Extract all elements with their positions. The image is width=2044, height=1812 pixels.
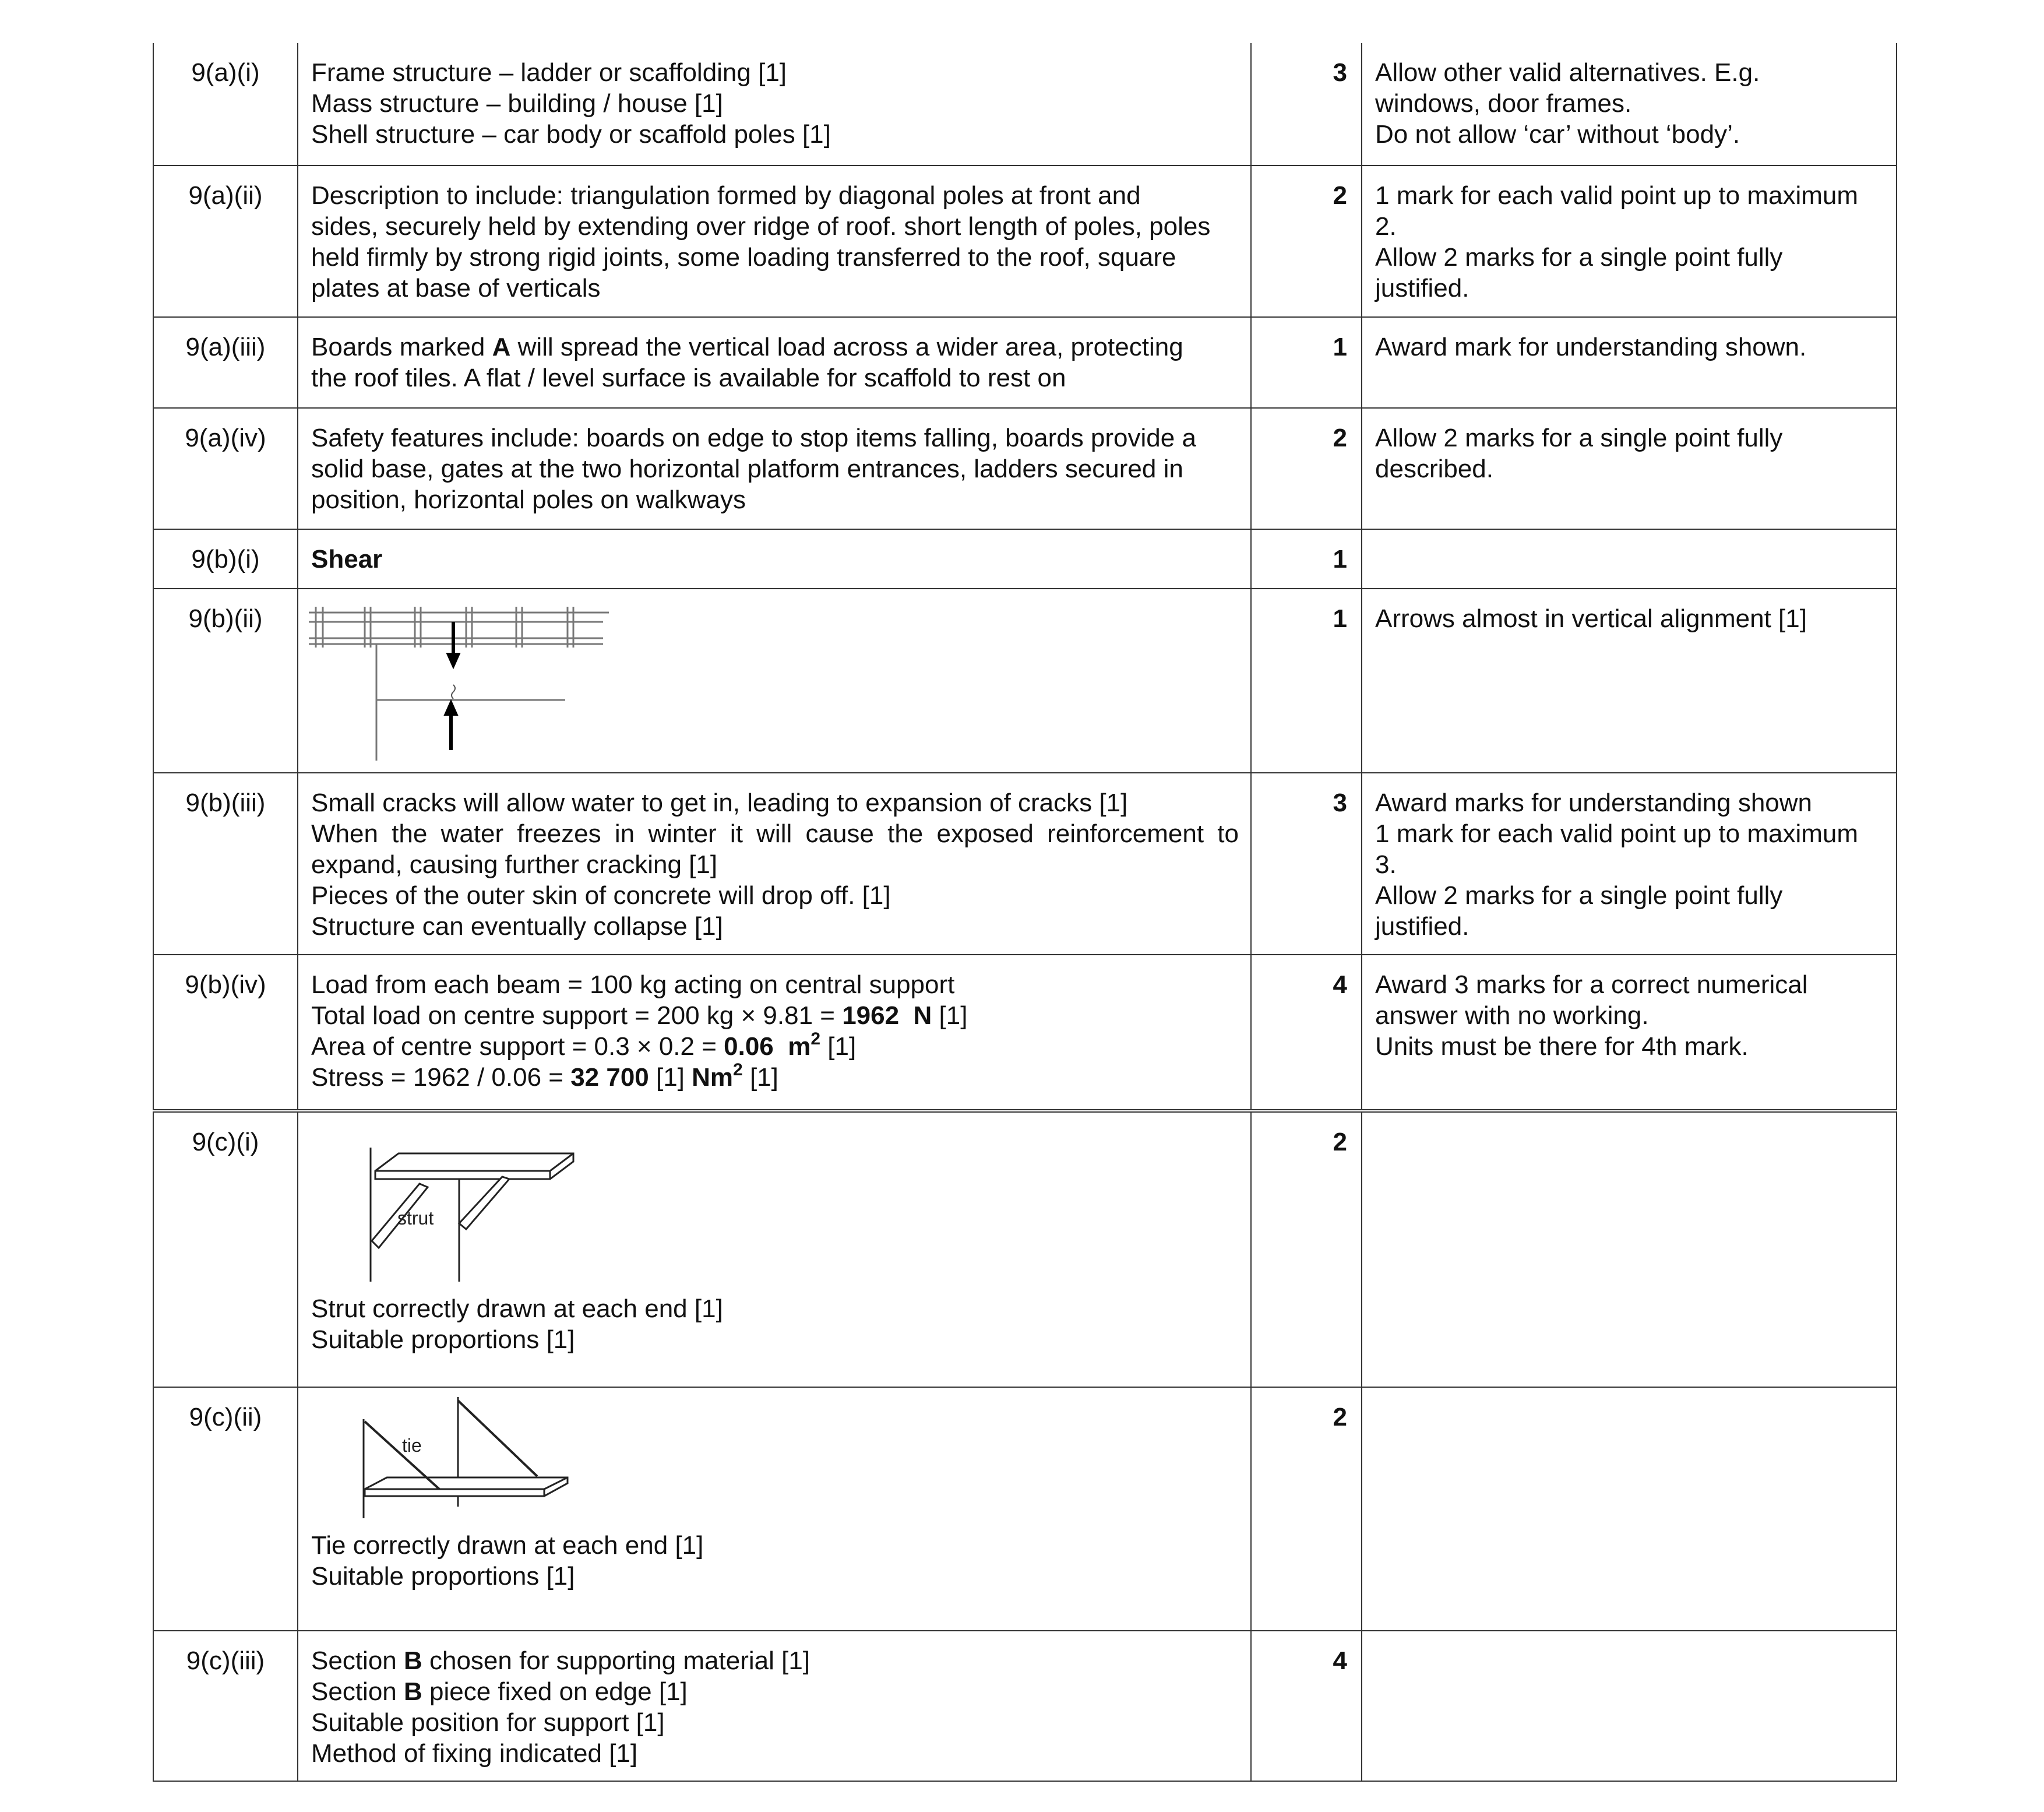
answer-line: Tie correctly drawn at each end [1] (311, 1531, 704, 1560)
answer-value: 0.06 (724, 1032, 774, 1061)
guidance-line: described. (1375, 455, 1494, 483)
answer-line: position, horizontal poles on walkways (311, 485, 746, 514)
guidance-line: answer with no working. (1375, 1001, 1649, 1030)
answer-line: Description to include: triangulation formed by diagonal poles at front and (311, 181, 1141, 210)
marks-cell: 1 (1251, 589, 1362, 773)
answer-text: Stress = 1962 / 0.06 = (311, 1063, 571, 1092)
answer-line: Suitable proportions [1] (311, 1325, 575, 1354)
strut-shelf-diagram (364, 1136, 632, 1282)
marks-cell: 2 (1251, 408, 1362, 529)
guidance-line: justified. (1375, 274, 1469, 302)
answer-text: Total load on centre support = 200 kg × 9.81 = (311, 1001, 843, 1030)
answer-line (311, 1645, 1239, 1676)
guidance-line: Allow 2 marks for a single point fully (1375, 424, 1783, 452)
answer-unit: Nm (692, 1063, 734, 1092)
table-row (153, 317, 1897, 408)
marks-cell: 3 (1251, 773, 1362, 955)
answer-line: Shell structure – car body or scaffold poles [1] (311, 120, 831, 149)
question-number: 9(b)(iii) (153, 773, 298, 955)
guidance-cell (1362, 955, 1897, 1111)
guidance-line: Allow 2 marks for a single point fully (1375, 243, 1783, 272)
answer-cell (298, 955, 1251, 1111)
guidance-line: Allow other valid alternatives. E.g. (1375, 58, 1760, 87)
answer-line: Frame structure – ladder or scaffolding [1] (311, 58, 787, 87)
answer-line: Strut correctly drawn at each end [1] (311, 1294, 723, 1323)
answer-line: Suitable proportions [1] (311, 1562, 575, 1591)
answer-cell (298, 1631, 1251, 1781)
guidance-cell (1362, 1387, 1897, 1631)
table-row (153, 1111, 1897, 1387)
table-row (153, 955, 1897, 1111)
marks-cell: 1 (1251, 529, 1362, 589)
answer-bold-label: A (492, 333, 511, 361)
table-row (153, 166, 1897, 317)
mark-scheme-table (153, 43, 1897, 1782)
answer-line: expand, causing further cracking [1] (311, 850, 718, 879)
question-number: 9(a)(iii) (153, 317, 298, 408)
guidance-line: justified. (1375, 912, 1469, 941)
guidance-line: Award 3 marks for a correct numerical (1375, 970, 1808, 999)
answer-line: Safety features include: boards on edge to stop items falling, boards provide a (311, 424, 1196, 452)
answer-text: [1] (820, 1032, 857, 1061)
answer-line (311, 1031, 1239, 1062)
answer-line: Mass structure – building / house [1] (311, 89, 723, 118)
answer-line: Shear (311, 545, 383, 573)
table-row (153, 408, 1897, 529)
answer-bold-label: B (403, 1677, 422, 1706)
answer-line: held firmly by strong rigid joints, some loading transferred to the roof, square (311, 243, 1176, 272)
marks-cell: 4 (1251, 1631, 1362, 1781)
guidance-line: Allow 2 marks for a single point fully (1375, 881, 1783, 910)
answer-text: chosen for supporting material [1] (422, 1646, 810, 1675)
guidance-cell (1362, 773, 1897, 955)
answer-unit-exponent: 2 (810, 1029, 821, 1049)
answer-cell (298, 1387, 1251, 1631)
guidance-cell (1362, 589, 1897, 773)
table-row (153, 773, 1897, 955)
tie-shelf-diagram (352, 1396, 608, 1518)
answer-text: Section (311, 1677, 404, 1706)
table-row (153, 43, 1897, 166)
guidance-line: 1 mark for each valid point up to maximum (1375, 181, 1859, 210)
table-row (153, 1631, 1897, 1781)
guidance-cell (1362, 43, 1897, 166)
answer-cell (298, 408, 1251, 529)
marks-cell: 2 (1251, 1387, 1362, 1631)
answer-unit-exponent: 2 (733, 1060, 743, 1079)
guidance-line: windows, door frames. (1375, 89, 1632, 118)
answer-line: Structure can eventually collapse [1] (311, 912, 723, 941)
answer-line: Pieces of the outer skin of concrete will drop off. [1] (311, 881, 891, 910)
shear-diagram (309, 597, 612, 772)
answer-unit: m (788, 1032, 811, 1061)
answer-line (311, 1062, 1239, 1093)
strut-label: strut (397, 1208, 434, 1229)
tie-label: tie (402, 1435, 422, 1456)
answer-bold-label: B (403, 1646, 422, 1675)
guidance-cell (1362, 529, 1897, 589)
answer-text: [1] (742, 1063, 778, 1092)
table-row (153, 529, 1897, 589)
guidance-line: Do not allow ‘car’ without ‘body’. (1375, 120, 1740, 149)
answer-line (311, 1000, 1239, 1031)
answer-cell (298, 773, 1251, 955)
answer-line: When the water freezes in winter it will cause the exposed reinforcement to (311, 819, 1239, 848)
answer-line (311, 1676, 1239, 1707)
answer-line: sides, securely held by extending over ridge of roof. short length of poles, poles (311, 212, 1211, 241)
answer-cell (298, 1111, 1251, 1387)
question-number: 9(c)(ii) (153, 1387, 298, 1631)
question-number: 9(c)(i) (153, 1111, 298, 1387)
marks-cell: 1 (1251, 317, 1362, 408)
answer-unit: N (913, 1001, 932, 1030)
question-number: 9(b)(iv) (153, 955, 298, 1111)
guidance-line: 3. (1375, 850, 1397, 879)
answer-cell (298, 43, 1251, 166)
guidance-cell (1362, 317, 1897, 408)
question-number: 9(a)(iv) (153, 408, 298, 529)
answer-cell (298, 529, 1251, 589)
answer-line: Load from each beam = 100 kg acting on central support (311, 970, 955, 999)
answer-cell (298, 589, 1251, 773)
question-number: 9(a)(ii) (153, 166, 298, 317)
guidance-line: Award marks for understanding shown (1375, 789, 1813, 817)
answer-line: plates at base of verticals (311, 274, 601, 302)
answer-cell (298, 317, 1251, 408)
answer-text: piece fixed on edge [1] (422, 1677, 688, 1706)
question-number: 9(a)(i) (153, 43, 298, 166)
answer-value: 32 700 (570, 1063, 649, 1092)
answer-text: Area of centre support = 0.3 × 0.2 = (311, 1032, 724, 1061)
answer-cell (298, 166, 1251, 317)
marks-cell: 4 (1251, 955, 1362, 1111)
answer-line: Method of fixing indicated [1] (311, 1739, 638, 1768)
answer-line (311, 332, 1239, 363)
table-row (153, 1387, 1897, 1631)
answer-text: [1] (649, 1063, 692, 1092)
question-number: 9(b)(i) (153, 529, 298, 589)
answer-line: Suitable position for support [1] (311, 1708, 665, 1737)
question-number: 9(c)(iii) (153, 1631, 298, 1781)
marks-cell: 3 (1251, 43, 1362, 166)
guidance-line: Award mark for understanding shown. (1375, 333, 1807, 361)
guidance-cell (1362, 166, 1897, 317)
guidance-cell (1362, 1631, 1897, 1781)
guidance-line: Units must be there for 4th mark. (1375, 1032, 1749, 1061)
marks-cell: 2 (1251, 1111, 1362, 1387)
guidance-cell (1362, 1111, 1897, 1387)
table-row (153, 589, 1897, 773)
answer-value: 1962 (842, 1001, 900, 1030)
answer-line: solid base, gates at the two horizontal platform entrances, ladders secured in (311, 455, 1183, 483)
answer-text: will spread the vertical load across a wider area, protecting (510, 333, 1183, 361)
guidance-line: 1 mark for each valid point up to maximum (1375, 819, 1859, 848)
answer-text: [1] (932, 1001, 968, 1030)
answer-text: Boards marked (311, 333, 492, 361)
answer-line: Small cracks will allow water to get in, leading to expansion of cracks [1] (311, 789, 1128, 817)
guidance-cell (1362, 408, 1897, 529)
guidance-line: Arrows almost in vertical alignment [1] (1375, 604, 1807, 633)
answer-text: Section (311, 1646, 404, 1675)
guidance-line: 2. (1375, 212, 1397, 241)
marks-cell: 2 (1251, 166, 1362, 317)
answer-line: the roof tiles. A flat / level surface is available for scaffold to rest on (311, 364, 1066, 392)
question-number: 9(b)(ii) (153, 589, 298, 773)
